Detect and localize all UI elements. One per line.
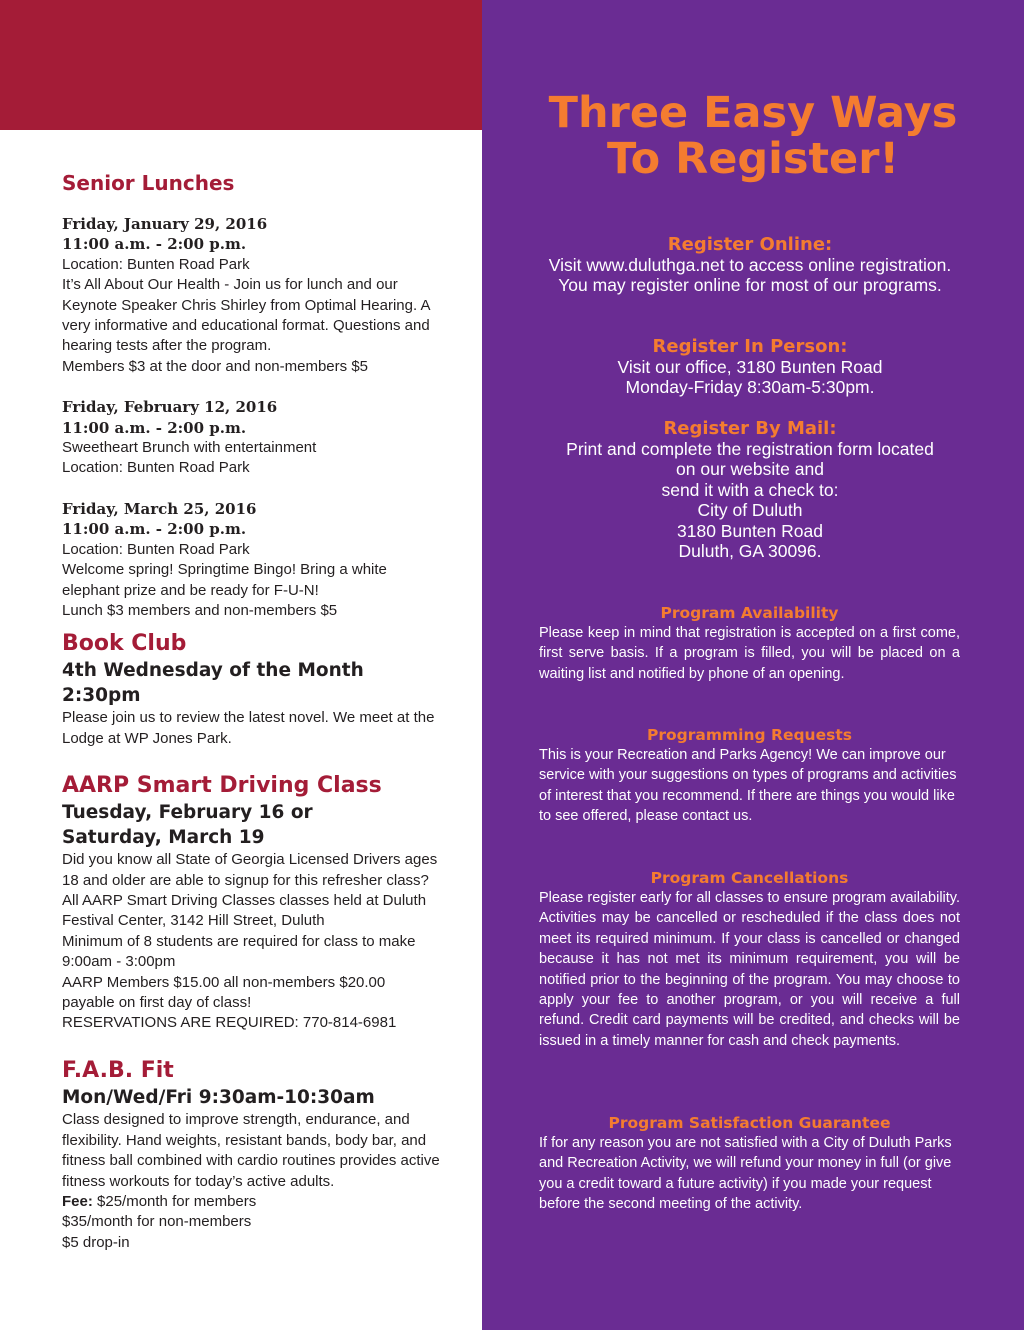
event-time: 11:00 a.m. - 2:00 p.m. — [62, 520, 247, 539]
event-date: Friday, January 29, 2016 — [62, 215, 268, 233]
fee-members: $25/month for members — [92, 1192, 257, 1210]
fab-fit-description: Class designed to improve strength, endurance, and flexibility. Hand weights, resistant bands, body bar, and fitness ball combined with cardio routines provides active fitness workouts for today’s active adults. — [62, 1111, 440, 1190]
program-cancellations-section — [539, 868, 960, 1051]
fee-label: Fee: — [62, 1192, 93, 1210]
event-date: Friday, March 25, 2016 — [62, 499, 257, 518]
program-cancellations-heading: Program Cancellations — [650, 869, 849, 887]
register-title — [482, 90, 1024, 182]
lunch-event-2 — [62, 397, 462, 479]
aarp-title: AARP Smart Driving Class — [62, 773, 382, 799]
register-online-section — [530, 235, 970, 296]
program-guarantee-heading: Program Satisfaction Guarantee — [608, 1114, 891, 1132]
fab-fit-fee-dropin: $5 drop-in — [62, 1233, 130, 1251]
register-title-line-1: Three Easy Ways — [548, 88, 958, 138]
aarp-intro: Did you know all State of Georgia Licensed Drivers ages 18 and older are able to signup for this refresher class? — [62, 851, 438, 889]
register-mail-line: Print and complete the registration form located — [566, 439, 934, 459]
book-club-schedule: 4th Wednesday of the Month — [62, 660, 364, 682]
aarp-minimum: Minimum of 8 students are required for class to make — [62, 932, 416, 950]
event-price: Members $3 at the door and non-members $5 — [62, 357, 368, 375]
aarp-reservations: RESERVATIONS ARE REQUIRED: 770-814-6981 — [62, 1014, 397, 1032]
aarp-dates: Saturday, March 19 — [62, 826, 265, 848]
event-price: Lunch $3 members and non-members $5 — [62, 601, 338, 619]
fab-fit-schedule: Mon/Wed/Fri 9:30am-10:30am — [62, 1086, 375, 1108]
register-mail-line: City of Duluth — [697, 500, 803, 521]
register-person-address: Visit our office, 3180 Bunten Road — [617, 357, 883, 377]
register-mail-line: 3180 Bunten Road — [677, 520, 823, 541]
event-location: Location: Bunten Road Park — [62, 255, 250, 273]
register-mail-line: on our website and — [676, 459, 824, 480]
register-title-line-2: To Register! — [606, 134, 900, 184]
program-availability-text: Please keep in mind that registration is accepted on a first come, first serve basis. If a program is filled, you will be placed on a waiting list and notified by phone of an opening. — [539, 625, 960, 682]
aarp-price: AARP Members $15.00 all non-members $20.00 payable on first day of class! — [62, 973, 386, 1011]
book-club-title: Book Club — [62, 631, 187, 657]
register-mail-heading: Register By Mail: — [663, 418, 837, 439]
register-mail-line: Duluth, GA 30096. — [678, 541, 822, 562]
event-location: Location: Bunten Road Park — [62, 540, 250, 558]
fab-fit-fee-members — [62, 1192, 462, 1212]
lunch-event-1 — [62, 214, 462, 377]
header-red-bar — [0, 0, 482, 130]
programming-requests-text: This is your Recreation and Parks Agency! We can improve our service with your suggestions on types of programs and activities of interest that you recommend. If there are things you would like to see offered, please contact us. — [539, 747, 957, 825]
program-availability-heading: Program Availability — [660, 604, 839, 622]
programming-requests-section — [539, 725, 960, 827]
aarp-dates: Tuesday, February 16 or — [62, 802, 313, 824]
register-mail-section — [530, 419, 970, 561]
activities-column — [62, 168, 462, 1253]
event-date: Friday, February 12, 2016 — [62, 398, 278, 417]
program-guarantee-section — [539, 1113, 960, 1215]
senior-lunches-title: Senior Lunches — [62, 171, 235, 195]
register-person-section — [530, 337, 970, 398]
book-club-description: Please join us to review the latest novel. We meet at the Lodge at WP Jones Park. — [62, 709, 435, 747]
register-online-heading: Register Online: — [667, 234, 833, 255]
event-description: Sweetheart Brunch with entertainment — [62, 439, 317, 457]
program-cancellations-text: Please register early for all classes to ensure program availability. Activities may be cancelled or rescheduled if the class does not meet its required minimum. If your class is cancelled or changed because it has not met its minimum requirement, you will be notified prior to the beginning of the program. You may choose to apply your fee to another program, or you will receive a full refund. Credit card payments will be credited, and checks will be issued in a timely manner for cash and check payments. — [539, 890, 960, 1049]
fab-fit-title: F.A.B. Fit — [62, 1057, 174, 1083]
register-person-hours: Monday-Friday 8:30am-5:30pm. — [625, 377, 875, 398]
aarp-location: All AARP Smart Driving Classes classes held at Duluth Festival Center, 3142 Hill Street, Duluth — [62, 891, 427, 930]
register-mail-line: send it with a check to: — [661, 479, 839, 500]
register-person-heading: Register In Person: — [652, 336, 848, 357]
event-time: 11:00 a.m. - 2:00 p.m. — [62, 418, 247, 437]
fab-fit-fee-nonmembers: $35/month for non-members — [62, 1213, 252, 1231]
aarp-hours: 9:00am - 3:00pm — [62, 953, 176, 971]
programming-requests-heading: Programming Requests — [647, 726, 852, 744]
lunch-event-3 — [62, 499, 462, 621]
register-online-text: Visit www.duluthga.net to access online registration. You may register online for most of our programs. — [548, 255, 952, 296]
program-guarantee-text: If for any reason you are not satisfied with a City of Duluth Parks and Recreation Activity, we will refund your money in full (or give you a credit toward a future activity) if you made your request before the second meeting of the activity. — [539, 1135, 952, 1213]
event-description: Welcome spring! Springtime Bingo! Bring a white elephant prize and be ready for F-U-N! — [62, 561, 387, 599]
program-availability-section — [539, 603, 960, 684]
event-description: It’s All About Our Health - Join us for lunch and our Keynote Speaker Chris Shirley from Optimal Hearing. A very informative and educational format. Questions and hearing tests after the program. — [62, 276, 430, 355]
event-time: 11:00 a.m. - 2:00 p.m. — [62, 235, 247, 254]
event-location: Location: Bunten Road Park — [62, 459, 250, 477]
book-club-time: 2:30pm — [62, 684, 141, 706]
